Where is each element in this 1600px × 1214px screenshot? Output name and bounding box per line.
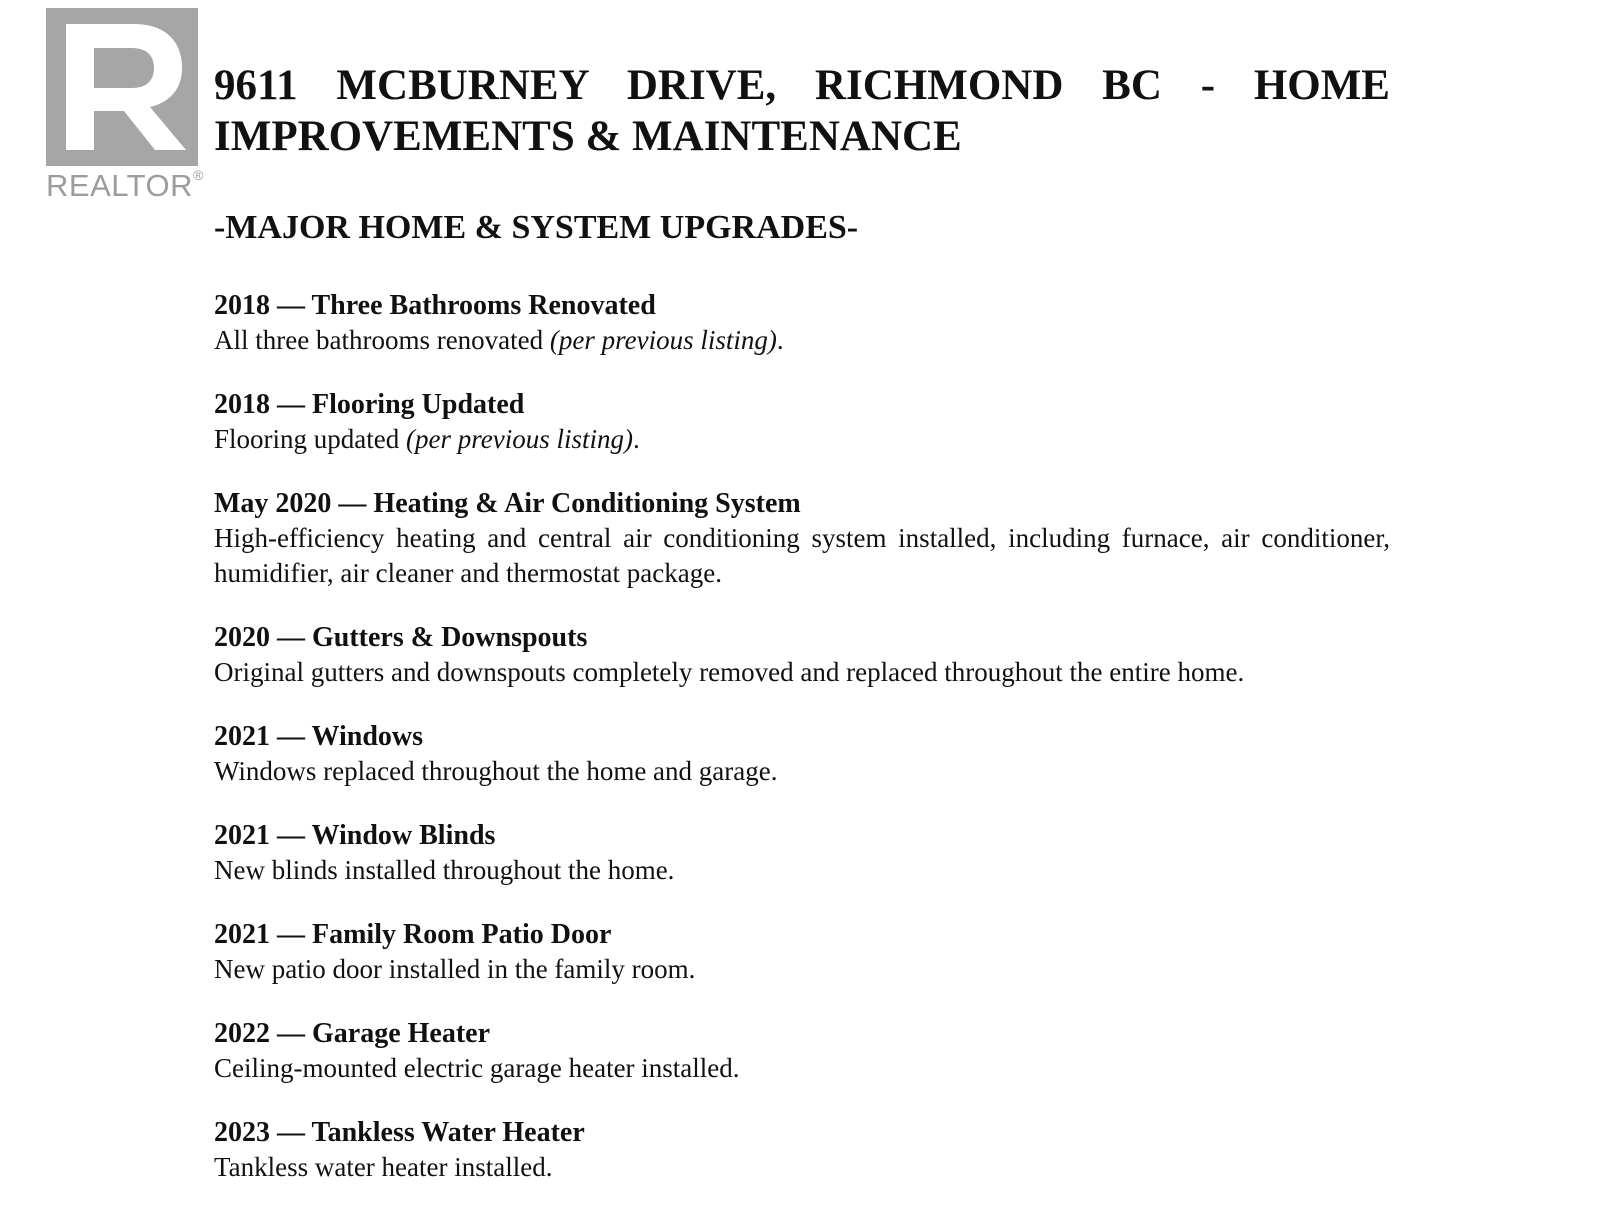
entry-description: Ceiling-mounted electric garage heater installed. [214,1053,740,1083]
upgrade-entry-water-heater [214,1115,1390,1185]
entry-description: Windows replaced throughout the home and garage. [214,756,778,786]
entry-title: 2023 — Tankless Water Heater [214,1117,585,1148]
realtor-logo [46,8,216,203]
entry-title: 2021 — Windows [214,721,424,752]
realtor-wordmark: REALTOR® [46,167,204,203]
upgrade-entry-flooring [214,387,1390,457]
upgrade-entry-gutters [214,620,1390,690]
entry-title: May 2020 — Heating & Air Conditioning System [214,488,801,519]
entry-description: High-efficiency heating and central air conditioning system installed, including furnace, air conditioner, humidifier, air cleaner and thermostat package. [214,523,1390,588]
entry-title: 2020 — Gutters & Downspouts [214,622,588,653]
upgrade-entry-windows [214,719,1390,789]
entry-description: New patio door installed in the family room. [214,954,696,984]
entry-description: All three bathrooms renovated (per previous listing). [214,325,784,355]
entry-title: 2021 — Family Room Patio Door [214,919,612,950]
entry-title: 2022 — Garage Heater [214,1018,491,1049]
document-title: 9611 MCBURNEY DRIVE, RICHMOND BC - HOME IMPROVEMENTS & MAINTENANCE [214,62,1390,160]
entry-description: Tankless water heater installed. [214,1152,553,1182]
entry-title: 2018 — Three Bathrooms Renovated [214,290,656,321]
entry-note: (per previous listing) [549,325,777,355]
upgrade-entry-patio-door [214,917,1390,987]
entry-description: Original gutters and downspouts completely removed and replaced throughout the entire home. [214,657,1245,687]
entry-note: (per previous listing) [405,424,633,454]
upgrade-entry-hvac [214,486,1390,591]
section-heading: -MAJOR HOME & SYSTEM UPGRADES- [214,209,859,246]
entry-title: 2021 — Window Blinds [214,820,496,851]
upgrade-entry-bathrooms [214,288,1390,358]
entry-title: 2018 — Flooring Updated [214,389,525,420]
realtor-r-logo-icon [46,8,198,166]
entry-description: New blinds installed throughout the home. [214,855,675,885]
upgrade-entry-blinds [214,818,1390,888]
upgrade-entry-garage-heater [214,1016,1390,1086]
entry-description: Flooring updated (per previous listing). [214,424,640,454]
document-body [214,60,1390,1214]
